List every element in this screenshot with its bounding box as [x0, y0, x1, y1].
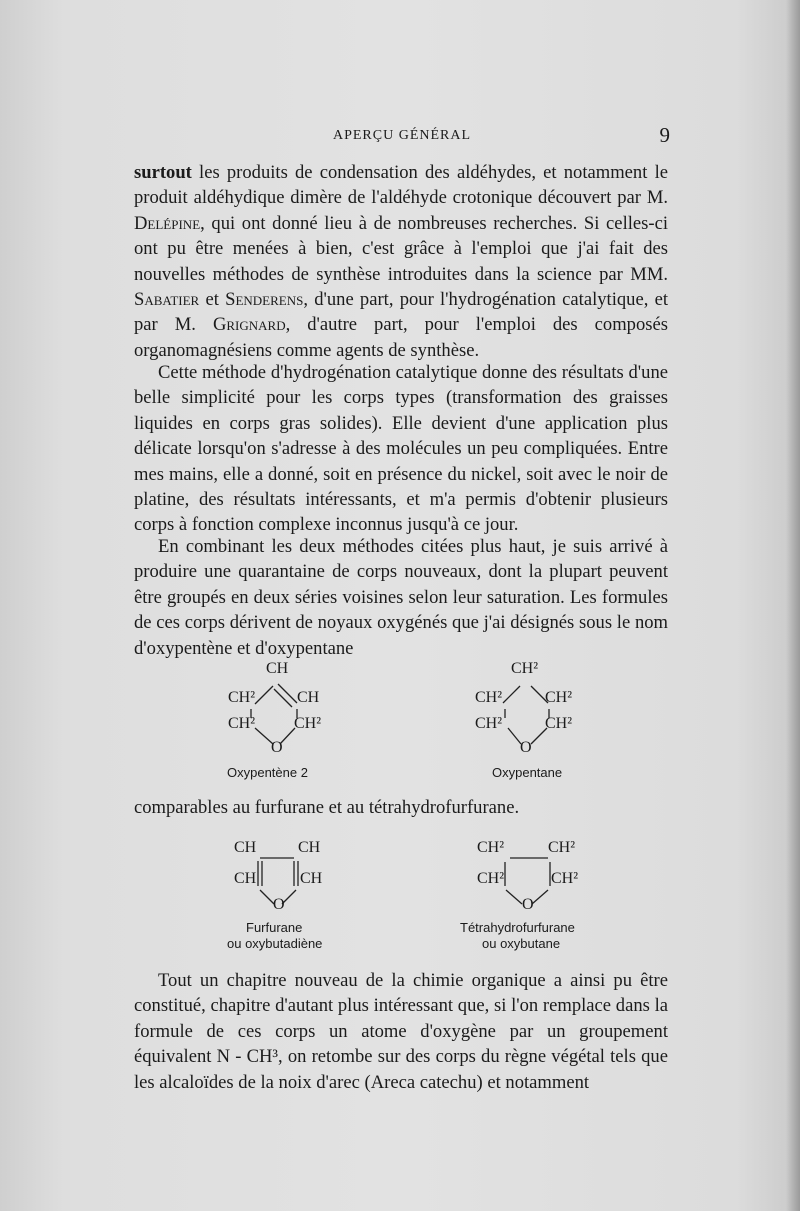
oxypentene-atom-lower-left: CH²	[228, 715, 256, 732]
oxypentane-atom-upper-right: CH²	[545, 689, 573, 706]
oxypentane-atom-upper-left: CH²	[475, 689, 503, 706]
formula-tetrahydrofurfurane	[460, 838, 630, 958]
author-name-grignard: Grignard	[212, 314, 286, 336]
tetrahydrofurfurane-atom-mid-left: CH²	[477, 870, 505, 887]
author-name-senderens: Senderens	[225, 289, 304, 311]
tetrahydrofurfurane-atom-top-left: CH²	[477, 839, 505, 856]
formula-furfurane	[220, 838, 360, 958]
formula-oxypentene	[220, 660, 350, 790]
paragraph-1-text-a: les produits de condensation des aldéhydes, et notamment le produit aldéhydique dimère de l'aldéhyde crotonique découvert par M.	[134, 162, 668, 209]
oxypentane-caption: Oxypentane	[492, 765, 563, 780]
paragraph-5: Tout un chapitre nouveau de la chimie organique a ainsi pu être constitué, chapitre d'autant plus intéressant que, si l'on remplace dans la formule de ces corps un atome d'oxygène par un groupement équivalent N - CH³, on retombe sur des corps du règne végétal tels que les alcaloïdes de la noix d'arec (Areca catechu) et notamment	[134, 970, 668, 1093]
paragraph-1-text-d: , d'une part, pour l'hydrogénation catalytique, et par M.	[134, 289, 669, 336]
paragraph-1	[134, 160, 668, 363]
author-name-delepine: Delépine	[134, 212, 201, 234]
oxypentene-atom-upper-right: CH	[297, 689, 320, 706]
oxypentene-atom-oxygen: O	[271, 739, 283, 756]
tetrahydrofurfurane-atom-oxygen: O	[522, 896, 534, 913]
paragraph-1-text-e: , d'autre part, pour l'emploi des composés organomagnésiens comme agents de synthèse.	[134, 314, 668, 361]
paragraph-2: Cette méthode d'hydrogénation catalytique donne des résultats d'une belle simplicité pour les corps types (transformation des graisses liquides en corps gras solides). Elle devient d'une application plus délicate lorsqu'on s'adresse à des molécules un peu compliquées. Entre mes mains, elle a donné, soit en présence du nickel, soit avec le noir de platine, des résultats intéressants, et m'a permis d'obtenir plusieurs corps à fonction complexe inconnus jusqu'à ce jour.	[134, 362, 668, 536]
tetrahydrofurfurane-caption-line2: ou oxybutane	[482, 936, 561, 951]
running-title: APERÇU GÉNÉRAL	[332, 128, 472, 143]
oxypentane-atom-top: CH²	[511, 660, 539, 677]
paragraph-1-text-b: , qui ont donné lieu à de nombreuses recherches. Si celles-ci ont pu être menées à bien, c'est grâce à l'emploi que j'ai fait des nouvelles méthodes de synthèse introduites dans la science par MM.	[134, 212, 668, 285]
oxypentene-atom-top: CH	[266, 660, 289, 677]
oxypentene-atom-upper-left: CH²	[228, 689, 256, 706]
oxypentane-atom-oxygen: O	[520, 739, 532, 756]
author-name-sabatier: Sabatier	[134, 289, 200, 311]
furfurane-caption-line1: Furfurane	[246, 920, 303, 935]
tetrahydrofurfurane-atom-top-right: CH²	[548, 839, 576, 856]
furfurane-atom-oxygen: O	[273, 896, 285, 913]
page-header	[134, 124, 670, 148]
paragraph-1-first-word: surtout	[134, 162, 192, 183]
paragraph-1-text-c: et	[199, 289, 226, 311]
tetrahydrofurfurane-caption-line1: Tétrahydrofurfurane	[460, 920, 575, 935]
page-number: 9	[659, 123, 670, 147]
tetrahydrofurfurane-atom-mid-right: CH²	[551, 870, 579, 887]
furfurane-atom-top-right: CH	[298, 839, 321, 856]
oxypentane-atom-lower-right: CH²	[545, 715, 573, 732]
formula-oxypentane	[475, 660, 605, 790]
oxypentene-atom-lower-right: CH²	[294, 715, 322, 732]
paragraph-4: comparables au furfurane et au tétrahydrofurfurane.	[134, 797, 520, 818]
page-edge-shadow	[786, 0, 800, 1211]
furfurane-caption-line2: ou oxybutadiène	[227, 936, 323, 951]
paragraph-3: En combinant les deux méthodes citées plus haut, je suis arrivé à produire une quarantaine de corps nouveaux, dont la plupart peuvent être groupés en deux séries voisines selon leur saturation. Les formules de ces corps dérivent de noyaux oxygénés que j'ai désignés sous le nom d'oxypentène et d'oxypentane	[134, 536, 668, 659]
furfurane-atom-mid-left: CH	[234, 870, 257, 887]
furfurane-atom-mid-right: CH	[300, 870, 323, 887]
oxypentene-caption: Oxypentène 2	[227, 765, 308, 780]
oxypentane-atom-lower-left: CH²	[475, 715, 503, 732]
furfurane-atom-top-left: CH	[234, 839, 257, 856]
